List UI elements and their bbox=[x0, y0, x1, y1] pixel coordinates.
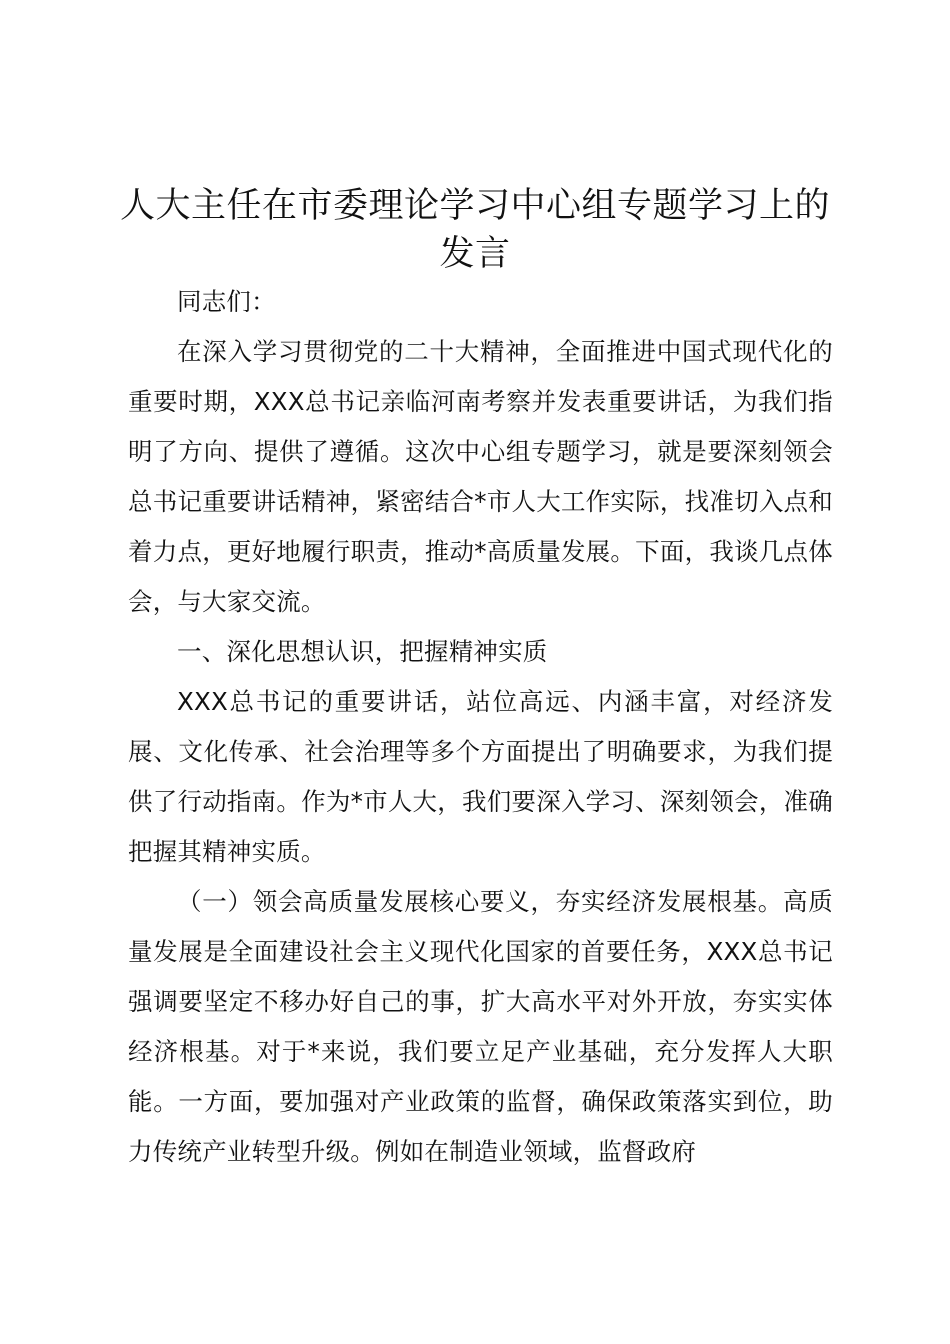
document-title: 人大主任在市委理论学习中心组专题学习上的发言 bbox=[119, 186, 830, 274]
body-paragraph: 在深入学习贯彻党的二十大精神，全面推进中国式现代化的重要时期，XXX总书记亲临河南考察并发表重要讲话，为我们指明了方向、提供了遵循。这次中心组专题学习，就是要深刻领会总书记重要讲话精神，紧密结合*市人大工作实际，找准切入点和着力点，更好地履行职责，推动*高质量发展。下面，我谈几点体会，与大家交流。 bbox=[128, 337, 833, 616]
document-body bbox=[128, 277, 833, 1177]
body-paragraph: （一）领会高质量发展核心要义，夯实经济发展根基。高质量发展是全面建设社会主义现代化国家的首要任务，XXX总书记强调要坚定不移办好自己的事，扩大高水平对外开放，夯实实体经济根基。对于*来说，我们要立足产业基础，充分发挥人大职能。一方面，要加强对产业政策的监督，确保政策落实到位，助力传统产业转型升级。例如在制造业领域，监督政府 bbox=[128, 887, 833, 1166]
body-paragraph: XXX总书记的重要讲话，站位高远、内涵丰富，对经济发展、文化传承、社会治理等多个方面提出了明确要求，为我们提供了行动指南。作为*市人大，我们要深入学习、深刻领会，准确把握其精神实质。 bbox=[128, 687, 833, 866]
section-heading: 一、深化思想认识，把握精神实质 bbox=[177, 637, 548, 666]
salutation: 同志们： bbox=[177, 287, 276, 316]
